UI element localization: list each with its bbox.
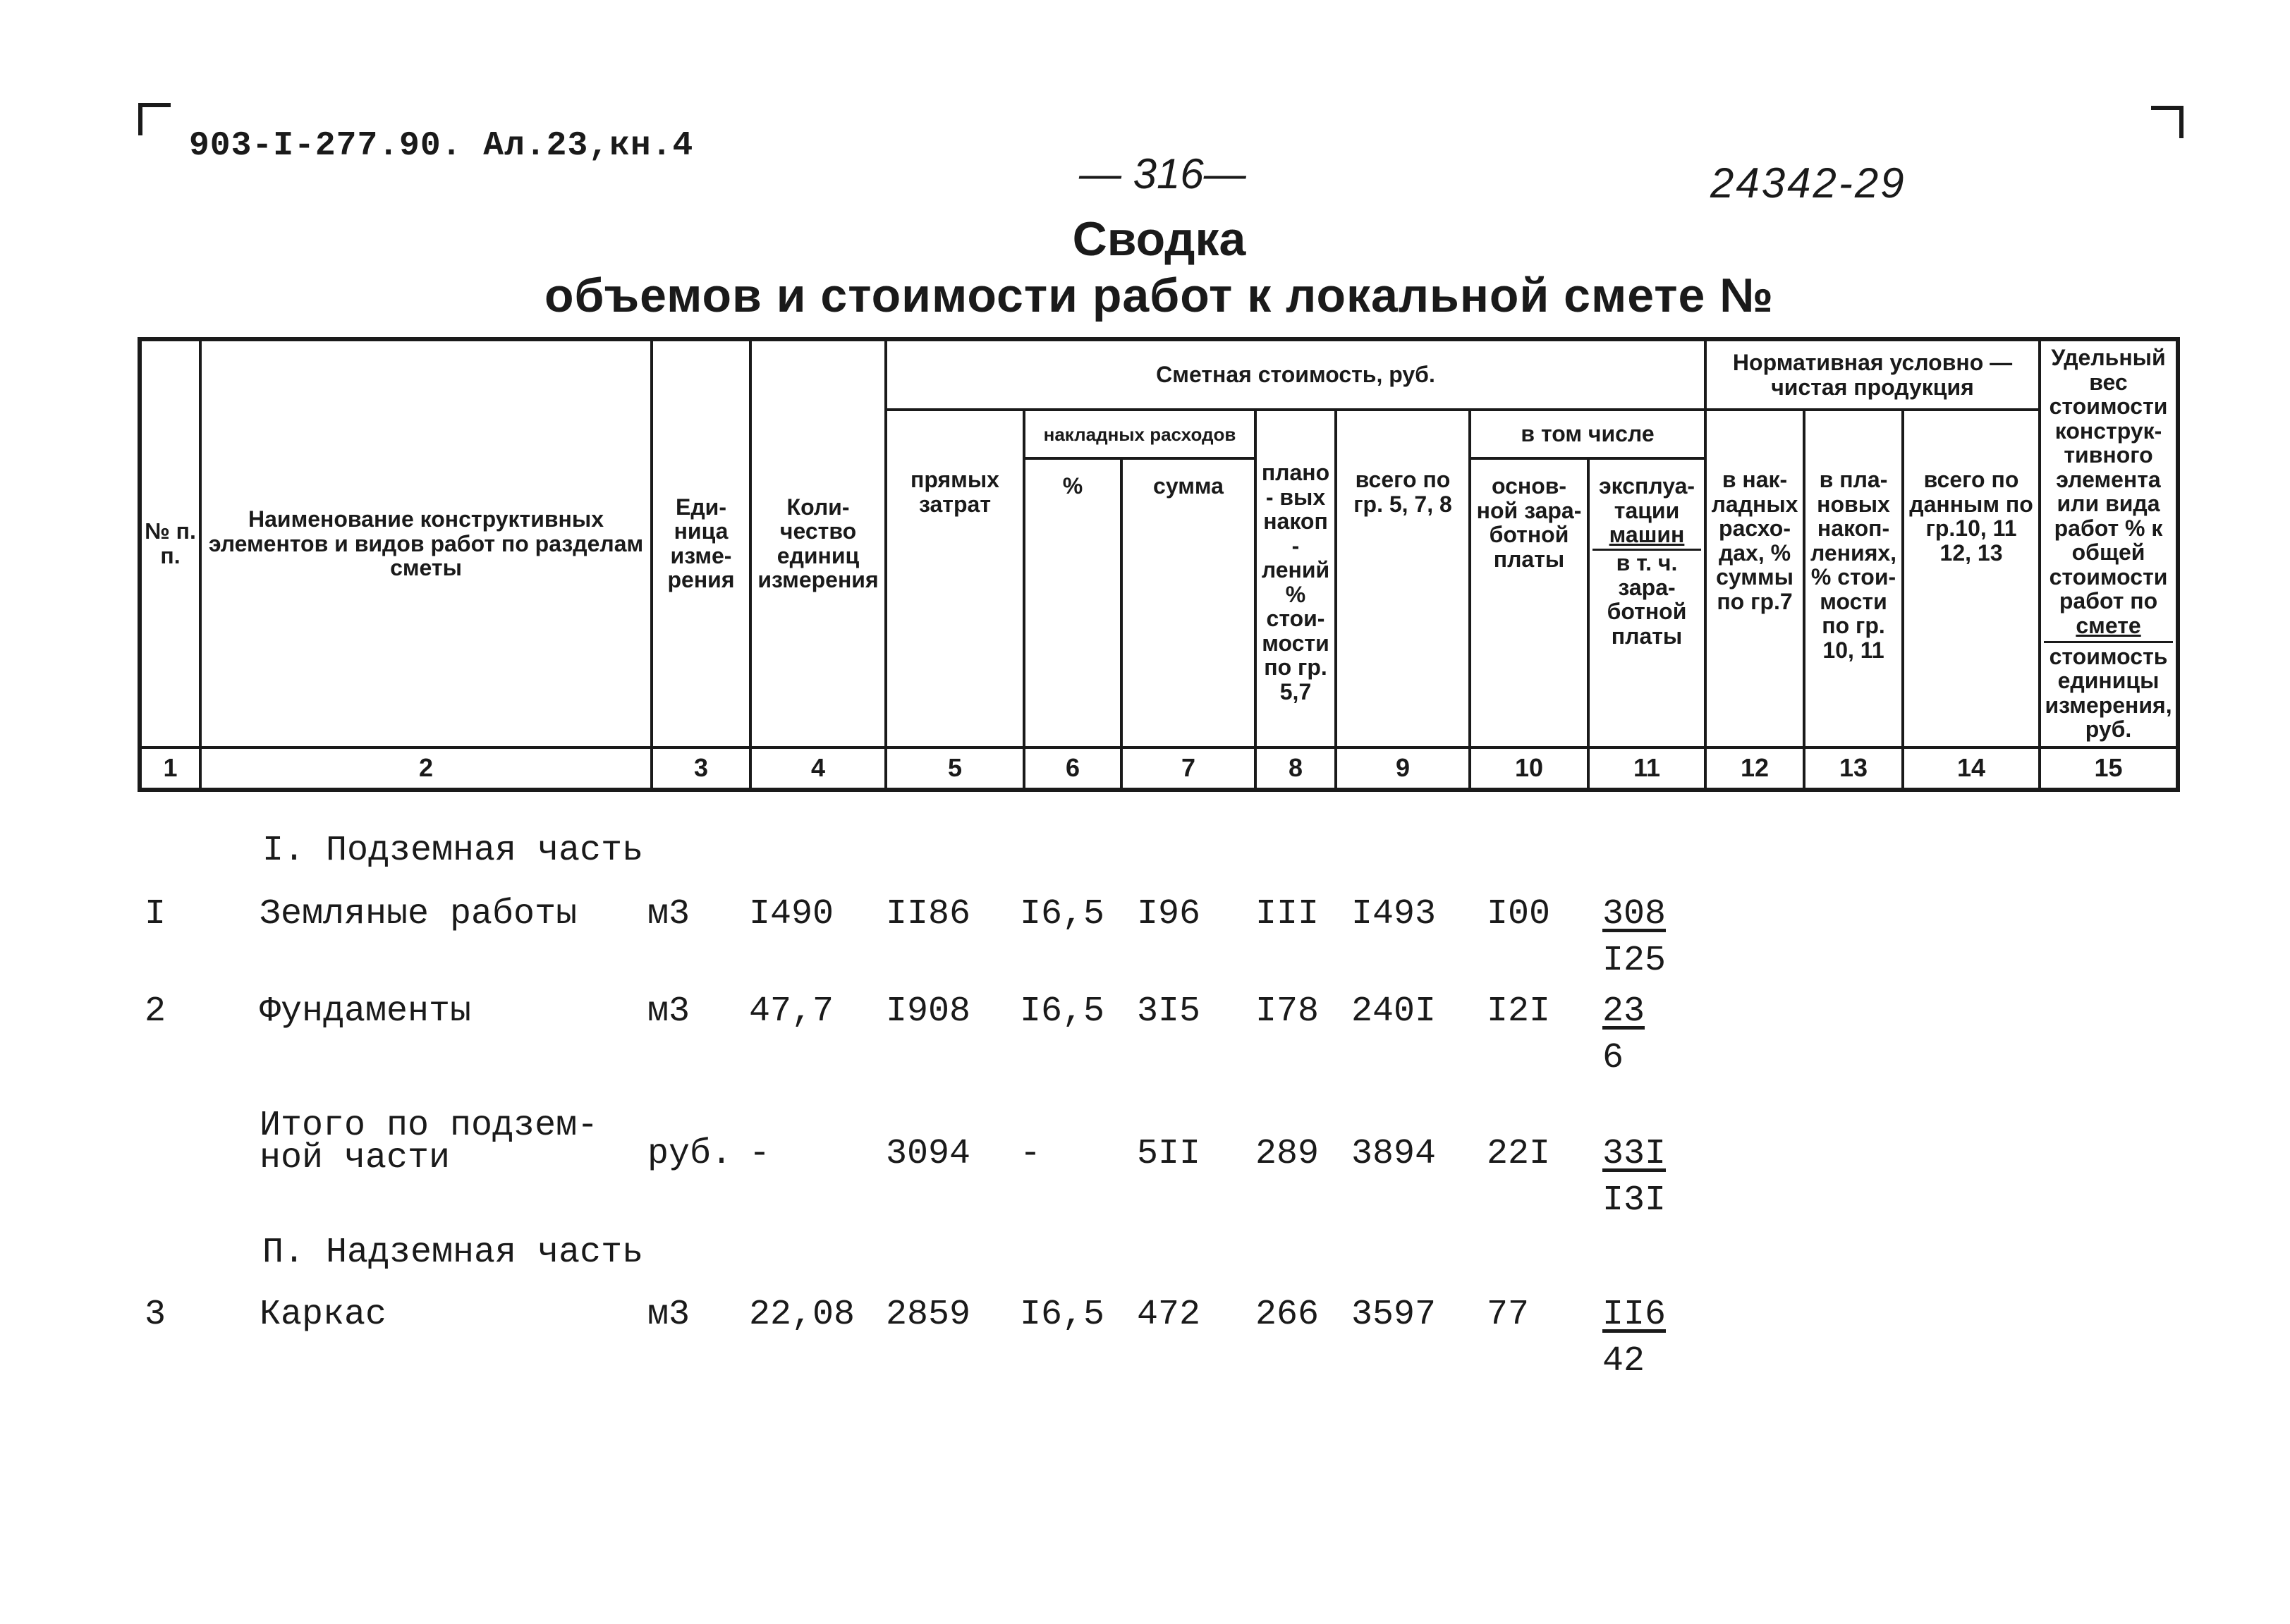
section-title: П. Надземная часть <box>262 1233 644 1273</box>
row-base-wage: I2I <box>1487 991 1551 1032</box>
header-col-10: основ- ной зара- ботной платы <box>1470 458 1588 747</box>
row-name: Фундаменты <box>260 991 472 1032</box>
corner-mark-top-left <box>138 103 171 135</box>
header-group-norm: Нормативная условно — чистая продукция <box>1705 339 2040 410</box>
col-number: 4 <box>750 747 886 790</box>
header-col-14: всего по данным по гр.10, 11 12, 13 <box>1903 410 2040 747</box>
row-unit: м3 <box>647 1295 690 1335</box>
col-number: 3 <box>652 747 750 790</box>
header-col-11-machines: машин <box>1609 522 1685 548</box>
header-col-11 <box>1588 458 1705 747</box>
header-col-15-unit-cost: стоимость единицы измерения, руб. <box>2044 641 2173 742</box>
row-overhead-pct: - <box>1020 1134 1042 1174</box>
row-total: 3597 <box>1351 1295 1437 1335</box>
corner-mark-top-right <box>2151 106 2184 138</box>
row-planned-savings: I78 <box>1255 991 1320 1032</box>
header-col-2: Наименование конструктивных элементов и видов работ по разделам сметы <box>200 339 652 747</box>
col-number: 13 <box>1804 747 1903 790</box>
col-number: 12 <box>1705 747 1804 790</box>
row-unit: м3 <box>647 991 690 1032</box>
header-col-11-wages: в т. ч. зара- ботной платы <box>1592 549 1701 648</box>
header-col-5: прямых затрат <box>886 410 1024 747</box>
col-number: 10 <box>1470 747 1588 790</box>
col-number: 7 <box>1121 747 1255 790</box>
page-subtitle: объемов и стоимости работ к локальной смете № <box>544 269 1774 322</box>
header-col-15-weight: Удельный вес стоимости конструк- тивного элемента или вида работ % к общей стоимости работ по <box>2049 345 2168 614</box>
row-base-wage: 22I <box>1487 1134 1551 1174</box>
estimate-header-table <box>138 337 2180 792</box>
col-number: 15 <box>2040 747 2178 790</box>
row-overhead-sum: 472 <box>1137 1295 1201 1335</box>
row-total: 240I <box>1351 991 1437 1032</box>
header-col-13: в пла- новых накоп- лениях, % стои- мости по гр. 10, 11 <box>1804 410 1903 747</box>
row-direct-costs: 3094 <box>886 1134 971 1174</box>
header-col-8: плано- вых накоп- лений % стои- мости по гр. 5,7 <box>1255 410 1336 747</box>
row-base-wage: 77 <box>1487 1295 1530 1335</box>
row-number: I <box>145 894 166 934</box>
col-number: 14 <box>1903 747 2040 790</box>
row-name: Каркас <box>260 1295 387 1335</box>
row-overhead-pct: I6,5 <box>1020 991 1105 1032</box>
header-col-9: всего по гр. 5, 7, 8 <box>1336 410 1470 747</box>
header-col-15-estimate: смете <box>2076 613 2141 639</box>
column-number-row <box>140 747 2178 790</box>
header-col-15 <box>2040 339 2178 747</box>
row-direct-costs: 2859 <box>886 1295 971 1335</box>
header-col-11-operation: эксплуа- тации <box>1598 473 1695 523</box>
header-col-3: Еди- ница изме- рения <box>652 339 750 747</box>
row-overhead-sum: I96 <box>1137 894 1201 934</box>
row-overhead-sum: 5II <box>1137 1134 1201 1174</box>
row-machine-wages: I3I <box>1602 1180 1667 1221</box>
row-overhead-pct: I6,5 <box>1020 1295 1105 1335</box>
row-machine-operation: 23 <box>1602 991 1645 1032</box>
row-machine-operation: II6 <box>1602 1295 1667 1335</box>
header-col-4: Коли- чество единиц измерения <box>750 339 886 747</box>
col-number: 6 <box>1024 747 1121 790</box>
row-overhead-sum: 3I5 <box>1137 991 1201 1032</box>
row-total: 3894 <box>1351 1134 1437 1174</box>
row-machine-wages: I25 <box>1602 941 1667 981</box>
document-id: 24342-29 <box>1710 159 1906 207</box>
row-number: 2 <box>145 991 166 1032</box>
row-overhead-pct: I6,5 <box>1020 894 1105 934</box>
page-number: — 316— <box>1079 150 1246 197</box>
row-quantity: - <box>749 1134 771 1174</box>
header-col-12: в нак- ладных расхо- дах, % суммы по гр.7 <box>1705 410 1804 747</box>
col-number: 1 <box>140 747 200 790</box>
row-direct-costs: II86 <box>886 894 971 934</box>
row-quantity: 47,7 <box>749 991 834 1032</box>
row-planned-savings: III <box>1255 894 1320 934</box>
row-planned-savings: 289 <box>1255 1134 1320 1174</box>
row-total: I493 <box>1351 894 1437 934</box>
col-number: 11 <box>1588 747 1705 790</box>
row-machine-wages: 6 <box>1602 1038 1624 1078</box>
subtotal-name-line1: Итого по подзем- <box>260 1106 599 1146</box>
page-title: Сводка <box>1072 212 1246 266</box>
document-code: 903-I-277.90. Ал.23,кн.4 <box>189 127 694 165</box>
header-col-1: № п. п. <box>140 339 200 747</box>
row-unit: м3 <box>647 894 690 934</box>
section-title: I. Подземная часть <box>262 831 644 871</box>
header-group-overhead: накладных расходов <box>1024 410 1255 458</box>
row-number: 3 <box>145 1295 166 1335</box>
row-direct-costs: I908 <box>886 991 971 1032</box>
header-group-including: в том числе <box>1470 410 1705 458</box>
col-number: 8 <box>1255 747 1336 790</box>
row-unit: руб. <box>647 1134 733 1174</box>
header-col-7: сумма <box>1121 458 1255 747</box>
subtotal-name-line2: ной части <box>260 1138 451 1178</box>
row-planned-savings: 266 <box>1255 1295 1320 1335</box>
row-name: Земляные работы <box>260 894 578 934</box>
row-quantity: 22,08 <box>749 1295 855 1335</box>
row-machine-operation: 33I <box>1602 1134 1667 1174</box>
col-number: 9 <box>1336 747 1470 790</box>
header-group-cost: Сметная стоимость, руб. <box>886 339 1705 410</box>
row-machine-operation: 308 <box>1602 894 1667 934</box>
row-quantity: I490 <box>749 894 834 934</box>
header-col-6: % <box>1024 458 1121 747</box>
row-machine-wages: 42 <box>1602 1341 1645 1381</box>
col-number: 5 <box>886 747 1024 790</box>
row-base-wage: I00 <box>1487 894 1551 934</box>
col-number: 2 <box>200 747 652 790</box>
